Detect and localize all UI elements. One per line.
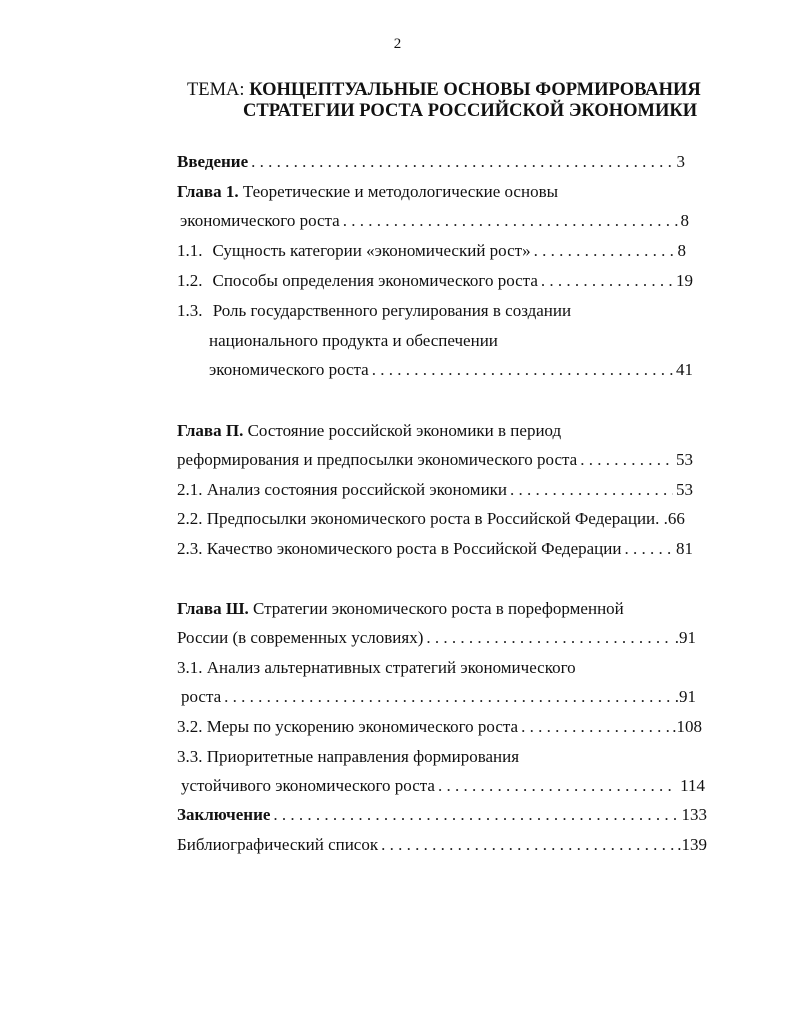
- toc-page: 114: [680, 776, 705, 795]
- toc-leader: [534, 240, 675, 262]
- toc-entry-1-1[interactable]: [177, 240, 686, 262]
- toc-leader: [343, 210, 678, 232]
- toc-entry-1-3-line-1[interactable]: [177, 300, 571, 322]
- toc-entry-conclusion[interactable]: [177, 804, 707, 826]
- toc-page: .108: [672, 717, 702, 736]
- toc-label: Сущность категории «экономический рост»: [212, 241, 531, 260]
- toc-entry-3-1[interactable]: [181, 686, 696, 708]
- toc-entry-chapter-3[interactable]: [177, 627, 696, 649]
- toc-entry-chapter-1[interactable]: [180, 210, 689, 232]
- toc-page: 81: [676, 539, 693, 558]
- toc-page: 8: [677, 241, 686, 260]
- toc-num: 1.2.: [177, 271, 203, 290]
- toc-num: 1.1.: [177, 241, 203, 260]
- toc-entry-introduction[interactable]: [177, 151, 685, 173]
- toc-entry-2-1[interactable]: [177, 479, 693, 501]
- toc-label: роста: [181, 687, 222, 706]
- toc-label: 2.3. Качество экономического роста в Российской Федерации: [177, 539, 622, 558]
- toc-page: 8: [680, 211, 689, 230]
- chapter-label: Глава П.: [177, 421, 244, 440]
- toc-label: Роль государственного регулирования в создании: [212, 301, 572, 320]
- toc-num: 1.3.: [177, 301, 203, 320]
- toc-leader: [580, 449, 673, 471]
- toc-page: 53: [676, 480, 693, 499]
- toc-entry-1-3[interactable]: [209, 359, 693, 381]
- toc-leader: [426, 627, 671, 649]
- toc-leader: [381, 834, 674, 856]
- chapter-title: Теоретические и методологические основы: [238, 182, 559, 201]
- toc-leader: [624, 538, 673, 560]
- toc-page: 3: [676, 152, 685, 171]
- toc-leader: [510, 479, 673, 501]
- toc-leader: [521, 716, 669, 738]
- toc-chapter-1-heading[interactable]: [177, 181, 558, 203]
- toc-entry-3-1-line-1[interactable]: 3.1. Анализ альтернативных стратегий экономического: [177, 658, 576, 677]
- toc-page: 19: [676, 271, 693, 290]
- toc-leader: [372, 359, 673, 381]
- chapter-title: Стратегии экономического роста в пореформенной: [248, 599, 624, 618]
- toc-label: экономического роста: [209, 360, 369, 379]
- toc-page: .91: [674, 687, 696, 706]
- toc-leader: [438, 775, 677, 797]
- chapter-title: Состояние российской экономики в период: [243, 421, 562, 440]
- toc-page: 133: [681, 805, 707, 824]
- page-number: 2: [393, 36, 402, 52]
- toc-label: Заключение: [177, 805, 271, 824]
- toc-entry-1-3-line-2: национального продукта и обеспечении: [209, 331, 498, 350]
- toc-chapter-3-heading[interactable]: [177, 598, 624, 620]
- document-title-line-2: СТРАТЕГИИ РОСТА РОССИЙСКОЙ ЭКОНОМИКИ: [243, 101, 698, 121]
- toc-leader: [251, 151, 673, 173]
- toc-entry-3-2[interactable]: [177, 716, 702, 738]
- title-text-1: КОНЦЕПТУАЛЬНЫЕ ОСНОВЫ ФОРМИРОВАНИЯ: [249, 80, 701, 100]
- toc-entry-3-3-line-1[interactable]: 3.3. Приоритетные направления формирования: [177, 747, 520, 766]
- toc-leader: [224, 686, 672, 708]
- toc-entry-3-3[interactable]: [181, 775, 705, 797]
- toc-page: .91: [674, 628, 696, 647]
- toc-label: устойчивого экономического роста: [181, 776, 435, 795]
- chapter-label: Глава 1.: [177, 182, 239, 201]
- toc-label: Библиографический список: [177, 835, 379, 854]
- toc-entry-chapter-2[interactable]: [177, 449, 693, 471]
- toc-entry-bibliography[interactable]: [177, 834, 707, 856]
- toc-label: России (в современных условиях): [177, 628, 424, 647]
- document-title-line-1: [187, 80, 701, 101]
- toc-label: 2.1. Анализ состояния российской экономики: [177, 480, 508, 499]
- toc-page: .139: [677, 835, 707, 854]
- toc-label: Введение: [177, 152, 249, 171]
- toc-entry-1-2[interactable]: [177, 270, 693, 292]
- toc-page: 53: [676, 450, 693, 469]
- toc-label: реформирования и предпосылки экономического роста: [177, 450, 578, 469]
- toc-entry-2-2[interactable]: 2.2. Предпосылки экономического роста в Российской Федерации. .66: [177, 509, 685, 528]
- toc-label: 3.2. Меры по ускорению экономического роста: [177, 717, 519, 736]
- toc-label: экономического роста: [180, 211, 340, 230]
- toc-chapter-2-heading[interactable]: [177, 420, 561, 442]
- title-label: ТЕМА:: [187, 80, 245, 100]
- toc-label: Способы определения экономического роста: [212, 271, 538, 290]
- toc-leader: [541, 270, 673, 292]
- toc-entry-2-3[interactable]: [177, 538, 693, 560]
- chapter-label: Глава Ш.: [177, 599, 249, 618]
- toc-page: 41: [676, 360, 693, 379]
- toc-leader: [273, 804, 678, 826]
